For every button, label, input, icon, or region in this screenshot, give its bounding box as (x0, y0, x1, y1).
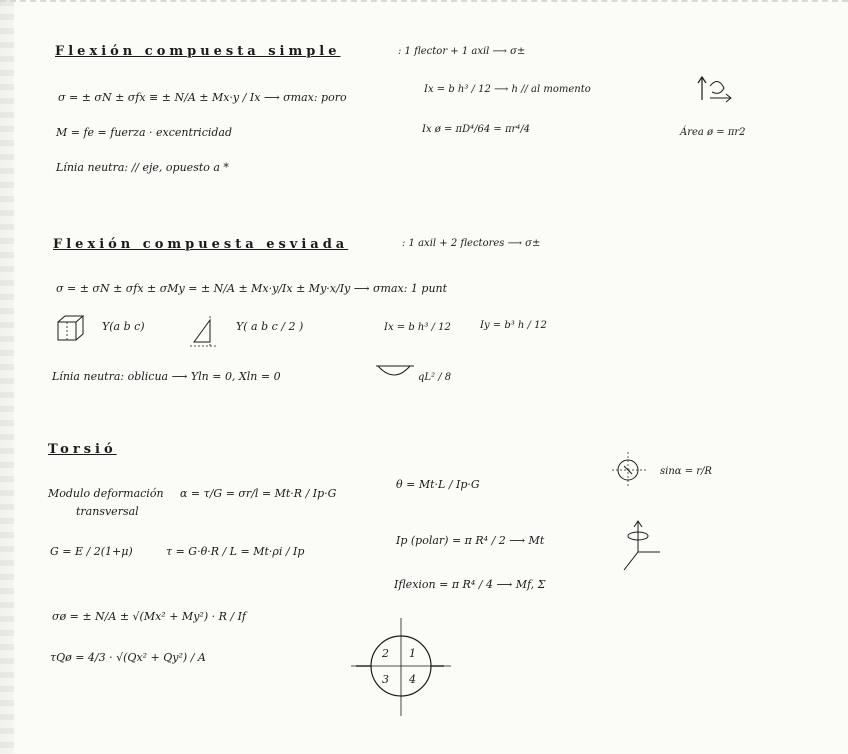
triangle-section-icon (188, 314, 224, 350)
moment-definition: M = fe = fuerza · excentricidad (56, 126, 233, 139)
theta-equation: θ = Mt·L / Ip·G (396, 478, 480, 491)
quadrant-label-1: 1 (409, 647, 416, 660)
stress-equation-esviada: σ = ± σN ± σfx ± σMy = ± N/A ± Mx·y/Ix ± My·x/Iy ⟶ σmax: 1 punt (56, 282, 448, 295)
section-title-flexion-esviada: Flexión compuesta esviada (53, 237, 349, 252)
quadrant-label-2: 2 (382, 647, 389, 660)
inertia-rectangle: Ix = b h³ / 12 ⟶ h // al momento (424, 84, 591, 95)
combined-stress-equation: σø = ± N/A ± √(Mx² + My²) · R / If (52, 610, 246, 623)
twist-angle-equation: α = τ/G = σr/l = Mt·R / Ip·G (180, 487, 337, 500)
cube-section-icon (52, 312, 88, 344)
neutral-line-simple: Línia neutra: // eje, opuesto a * (56, 161, 229, 174)
flexion-inertia-equation: Iflexion = π R⁴ / 4 ⟶ Mf, Σ (394, 578, 546, 591)
shear-stress-equation: τ = G·θ·R / L = Mt·ρi / Ip (166, 545, 305, 558)
inertia-circle: Ix ø = πD⁴/64 = πr⁴/4 (422, 124, 531, 135)
section-title-torsio: Torsió (48, 442, 117, 457)
cube-point-label: Y(a b c) (102, 320, 145, 333)
section-subtitle-flexion-esviada: : 1 axil + 2 flectores ⟶ σ± (402, 238, 541, 249)
inertia-x-esviada: Ix = b h³ / 12 (384, 322, 451, 333)
section-subtitle-flexion-simple: : 1 flector + 1 axil ⟶ σ± (398, 46, 526, 57)
quadrant-label-3: 3 (382, 673, 389, 686)
quadrant-label-4: 4 (409, 673, 416, 686)
binding-edge (0, 0, 14, 754)
section-title-flexion-simple: Flexión compuesta simple (55, 44, 341, 59)
torque-axes-icon (622, 518, 662, 574)
polar-inertia-equation: Ip (polar) = π R⁴ / 2 ⟶ Mt (396, 534, 545, 547)
triangle-point-label: Y( a b c / 2 ) (236, 320, 304, 333)
inertia-y-esviada: Iy = b³ h / 12 (480, 320, 547, 331)
quadrant-circle-diagram (346, 614, 456, 724)
moment-sketch-icon (696, 74, 736, 104)
modulus-label-line1: Modulo deformación (48, 487, 164, 500)
page-top-edge (0, 0, 848, 8)
sin-alpha-label: sinα = r/R (660, 466, 712, 477)
area-circle: Área ø = πr2 (680, 127, 746, 138)
max-moment-formula: qL² / 8 (418, 372, 452, 383)
stress-equation-simple: σ = ± σN ± σfx ≡ ± N/A ± Mx·y / Ix ⟶ σmax: poro (58, 91, 347, 104)
neutral-line-esviada: Línia neutra: oblicua ⟶ Yln = 0, Xln = 0 (52, 370, 281, 383)
distributed-load-icon (374, 362, 418, 386)
modulus-label-line2: transversal (76, 505, 139, 518)
torsion-section-icon (612, 452, 652, 492)
shear-stress-circle-equation: τQø = 4/3 · √(Qx² + Qy²) / A (50, 651, 206, 664)
shear-modulus-equation: G = E / 2(1+μ) (50, 545, 133, 558)
